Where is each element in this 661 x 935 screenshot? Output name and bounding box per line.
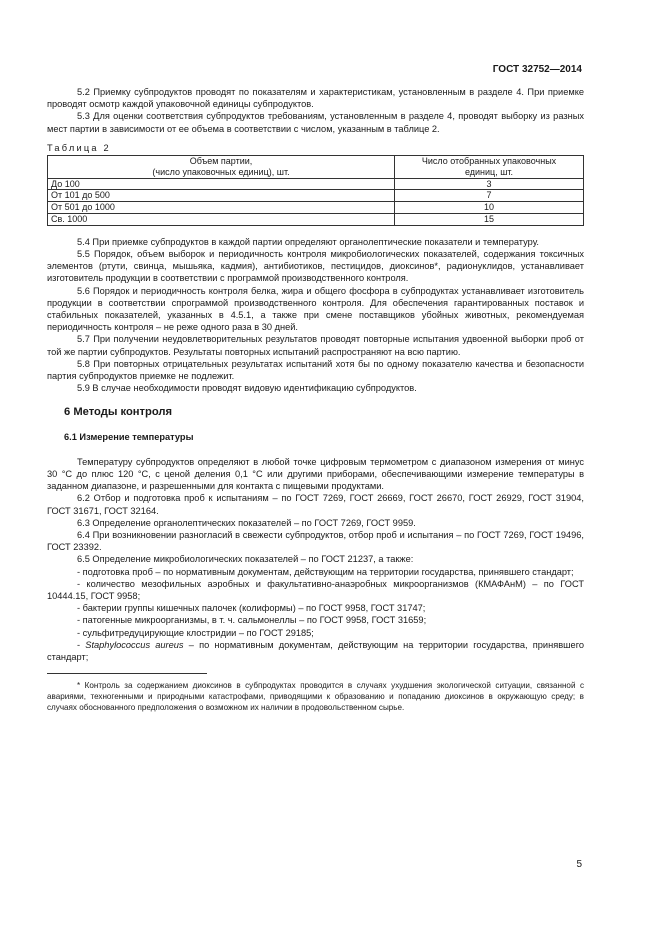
page-number: 5 (576, 859, 582, 870)
list-item: - сульфитредуцирующие клостридии – по ГОСТ 29185; (77, 627, 314, 638)
list-item-text: – по нормативным документам, действующим на территории государства, принявшего стандарт; (47, 639, 585, 663)
section-heading: 6 Методы контроля (64, 406, 173, 419)
table-row (48, 202, 584, 214)
table-header-lot-size: Объем партии, (число упаковочных единиц), шт. (48, 156, 395, 179)
organism-name: Staphylococcus aureus (85, 639, 184, 650)
table-row (48, 214, 584, 226)
table-cell-range: От 501 до 1000 (48, 202, 395, 214)
list-item-prefix: - (77, 639, 86, 650)
table-cell-count: 3 (395, 178, 584, 190)
sampling-table (47, 155, 584, 226)
paragraph-6-5: 6.5 Определение микробиологических показателей – по ГОСТ 21237, а также: (77, 554, 414, 565)
subsection-heading: 6.1 Измерение температуры (64, 431, 194, 442)
paragraph-6-1: Температуру субпродуктов определяют в любой точке цифровым термометром с диапазоном измерения от минус 30 °С до плюс 120 °С, с ценой деления 0,1 °С или другими приборами, обеспечивающими измерение температуры в заданном диапазоне, и разрешенными для контакта с пищевыми продуктами. (47, 456, 584, 492)
table-cell-range: Св. 1000 (48, 214, 395, 226)
table-row (48, 190, 584, 202)
document-header: ГОСТ 32752—2014 (492, 64, 582, 75)
table-row (48, 178, 584, 190)
list-item: - патогенные микроорганизмы, в т. ч. сальмонеллы – по ГОСТ 9958, ГОСТ 31659; (77, 615, 427, 626)
table-cell-count: 10 (395, 202, 584, 214)
paragraph-5-5: 5.5 Порядок, объем выборок и периодичность контроля микробиологических показателей, содержания токсичных элементов (ртути, свинца, мышьяка, кадмия), антибиотиков, пестицидов, диоксинов*, радионуклидов, устанавливает изготовитель продукции в соответствии с программой производственного контроля. (47, 249, 584, 284)
paragraph-5-8: 5.8 При повторных отрицательных результатах испытаний хотя бы по одному показателю качества и безопасности партия субпродуктов приемке не подлежит. (47, 358, 584, 382)
paragraph-5-7: 5.7 При получении неудовлетворительных результатов проводят повторные испытания удвоенной выборки проб от той же партии субпродуктов. Результаты повторных испытаний распространяют на всю партию. (47, 334, 584, 357)
document-body (47, 86, 584, 713)
paragraph-5-6: 5.6 Порядок и периодичность контроля белка, жира и общего фосфора в субпродуктах устанавливает изготовитель продукции в соответствии спрограммой производственного контроля. Для обеспечения гарантированных поставок и стабильных показателей, указанных в 4.5.1, а также при смене поставщиков убойных животных, рекомендуемая периодичность контроля – не реже одного раза в 30 дней. (47, 285, 584, 333)
paragraph-6-2: 6.2 Отбор и подготовка проб к испытаниям – по ГОСТ 7269, ГОСТ 26669, ГОСТ 26670, ГОСТ 26929, ГОСТ 31904, ГОСТ 31671, ГОСТ 32164. (47, 493, 584, 516)
table-cell-range: От 101 до 500 (48, 190, 395, 202)
paragraph-5-2: 5.2 Приемку субпродуктов проводят по показателям и характеристикам, установленным в разделе 4. При приемке проводят осмотр каждой упаковочной единицы субпродуктов. (47, 87, 584, 110)
paragraph-5-4: 5.4 При приемке субпродуктов в каждой партии определяют органолептические показатели и температуру. (77, 236, 539, 247)
table-header-sample-count: Число отобранных упаковочных единиц, шт. (395, 156, 584, 179)
paragraph-6-3: 6.3 Определение органолептических показателей – по ГОСТ 7269, ГОСТ 9959. (77, 517, 416, 528)
footnote: * Контроль за содержанием диоксинов в субпродуктах проводится в случаях ухудшения экологической ситуации, связанной с авариями, техногенными и природными катастрофами, приводящими к образованию и попаданию диоксинов в окружающую среду; в случаях обоснованного предположения о возможном их наличии в продовольственном сырье. (47, 681, 584, 713)
table-cell-range: До 100 (48, 178, 395, 190)
footnote-divider (47, 673, 207, 674)
table-cell-count: 15 (395, 214, 584, 226)
list-item: - подготовка проб – по нормативным документам, действующим на территории государства, принявшего стандарт; (77, 566, 574, 577)
table-caption: Таблица 2 (47, 142, 111, 153)
paragraph-5-9: 5.9 В случае необходимости проводят видовую идентификацию субпродуктов. (77, 383, 417, 394)
paragraph-6-4: 6.4 При возникновении разногласий в свежести субпродуктов, отбор проб и испытания – по ГОСТ 7269, ГОСТ 19496, ГОСТ 23392. (47, 530, 584, 553)
table-cell-count: 7 (395, 190, 584, 202)
list-item (47, 639, 584, 663)
list-item: - количество мезофильных аэробных и факультативно-анаэробных микроорганизмов (КМАФАнМ) – по ГОСТ 10444.15, ГОСТ 9958; (47, 578, 584, 602)
list-item: - бактерии группы кишечных палочек (колиформы) – по ГОСТ 9958, ГОСТ 31747; (77, 603, 426, 614)
paragraph-5-3: 5.3 Для оценки соответствия субпродуктов требованиям, установленным в разделе 4, проводят выборку из разных мест партии в зависимости от ее объема в соответствии с числом, указанным в таблице 2. (47, 111, 584, 134)
